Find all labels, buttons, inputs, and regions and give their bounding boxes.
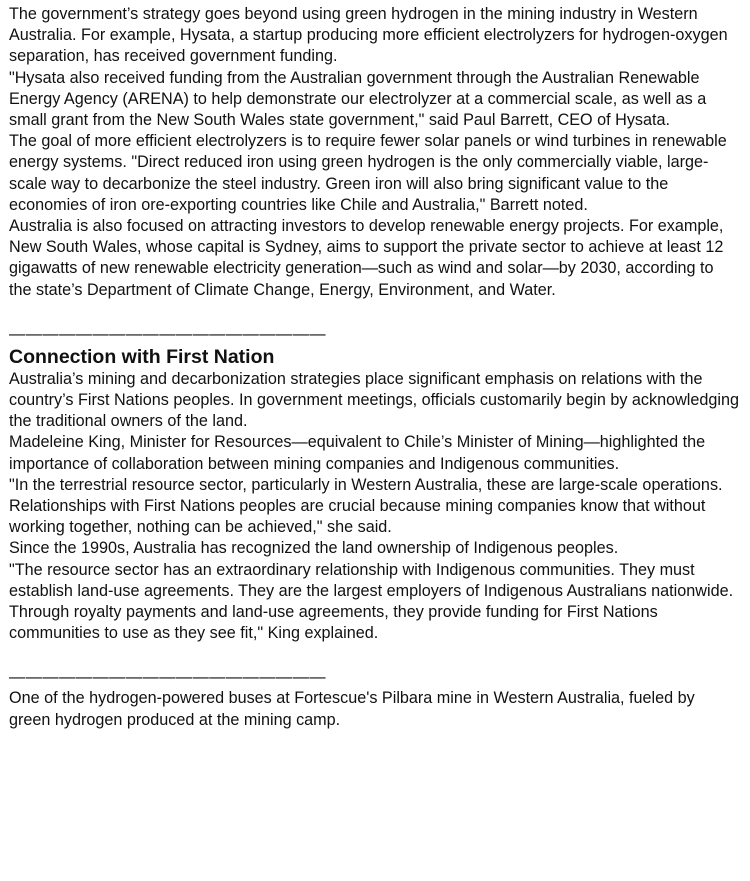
paragraph: Australia is also focused on attracting investors to develop renewable energy projects. For example, New South Wales, whose capital is Sydney, aims to support the private sector to achieve at least 12 gigawatts of new renewable electricity generation—such as wind and solar—by 2030, according to the state’s Department of Climate Change, Energy, Environment, and Water. [9, 217, 724, 299]
paragraph: Australia’s mining and decarbonization strategies place significant emphasis on relations with the country’s First Nations peoples. In government meetings, officials customarily begin by acknowledging the traditional owners of the land. [9, 369, 740, 431]
section-heading: Connection with First Nation [9, 345, 275, 368]
spacer [9, 301, 740, 323]
section-divider: ——————————————————— [9, 324, 327, 343]
image-caption: One of the hydrogen-powered buses at Fortescue's Pilbara mine in Western Australia, fueled by green hydrogen produced at the mining camp. [9, 689, 695, 729]
paragraph: The goal of more efficient electrolyzers is to require fewer solar panels or wind turbines in renewable energy systems. "Direct reduced iron using green hydrogen is the only commercially viable, large-scale way to decarbonize the steel industry. Green iron will also bring significant value to the economies of iron ore-exporting countries like Chile and Australia," Barrett noted. [9, 132, 727, 214]
paragraph: Madeleine King, Minister for Resources—equivalent to Chile’s Minister of Mining—highlighted the importance of collaboration between mining companies and Indigenous communities. [9, 433, 706, 473]
spacer [9, 644, 740, 666]
section-divider: ——————————————————— [9, 668, 327, 687]
paragraph: "In the terrestrial resource sector, particularly in Western Australia, these are large-scale operations. Relationships with First Nations peoples are crucial because mining companies know that without working together, nothing can be achieved," she said. [9, 475, 723, 537]
paragraph: "Hysata also received funding from the Australian government through the Australian Renewable Energy Agency (ARENA) to help demonstrate our electrolyzer at a commercial scale, as well as a small grant from the New South Wales state government," said Paul Barrett, CEO of Hysata. [9, 68, 707, 130]
paragraph: The government’s strategy goes beyond using green hydrogen in the mining industry in Western Australia. For example, Hysata, a startup producing more efficient electrolyzers for hydrogen-oxygen separation, has received government funding. [9, 5, 728, 66]
section-first-nation [9, 345, 740, 645]
paragraph: Since the 1990s, Australia has recognized the land ownership of Indigenous peoples. [9, 539, 619, 558]
section-renewable-energy [9, 4, 740, 301]
paragraph: "The resource sector has an extraordinary relationship with Indigenous communities. They must establish land-use agreements. They are the largest employers of Indigenous Australians nationwide. Through royalty payments and land-use agreements, they provide funding for First Nations communities to use as they see fit," King explained. [9, 560, 734, 643]
